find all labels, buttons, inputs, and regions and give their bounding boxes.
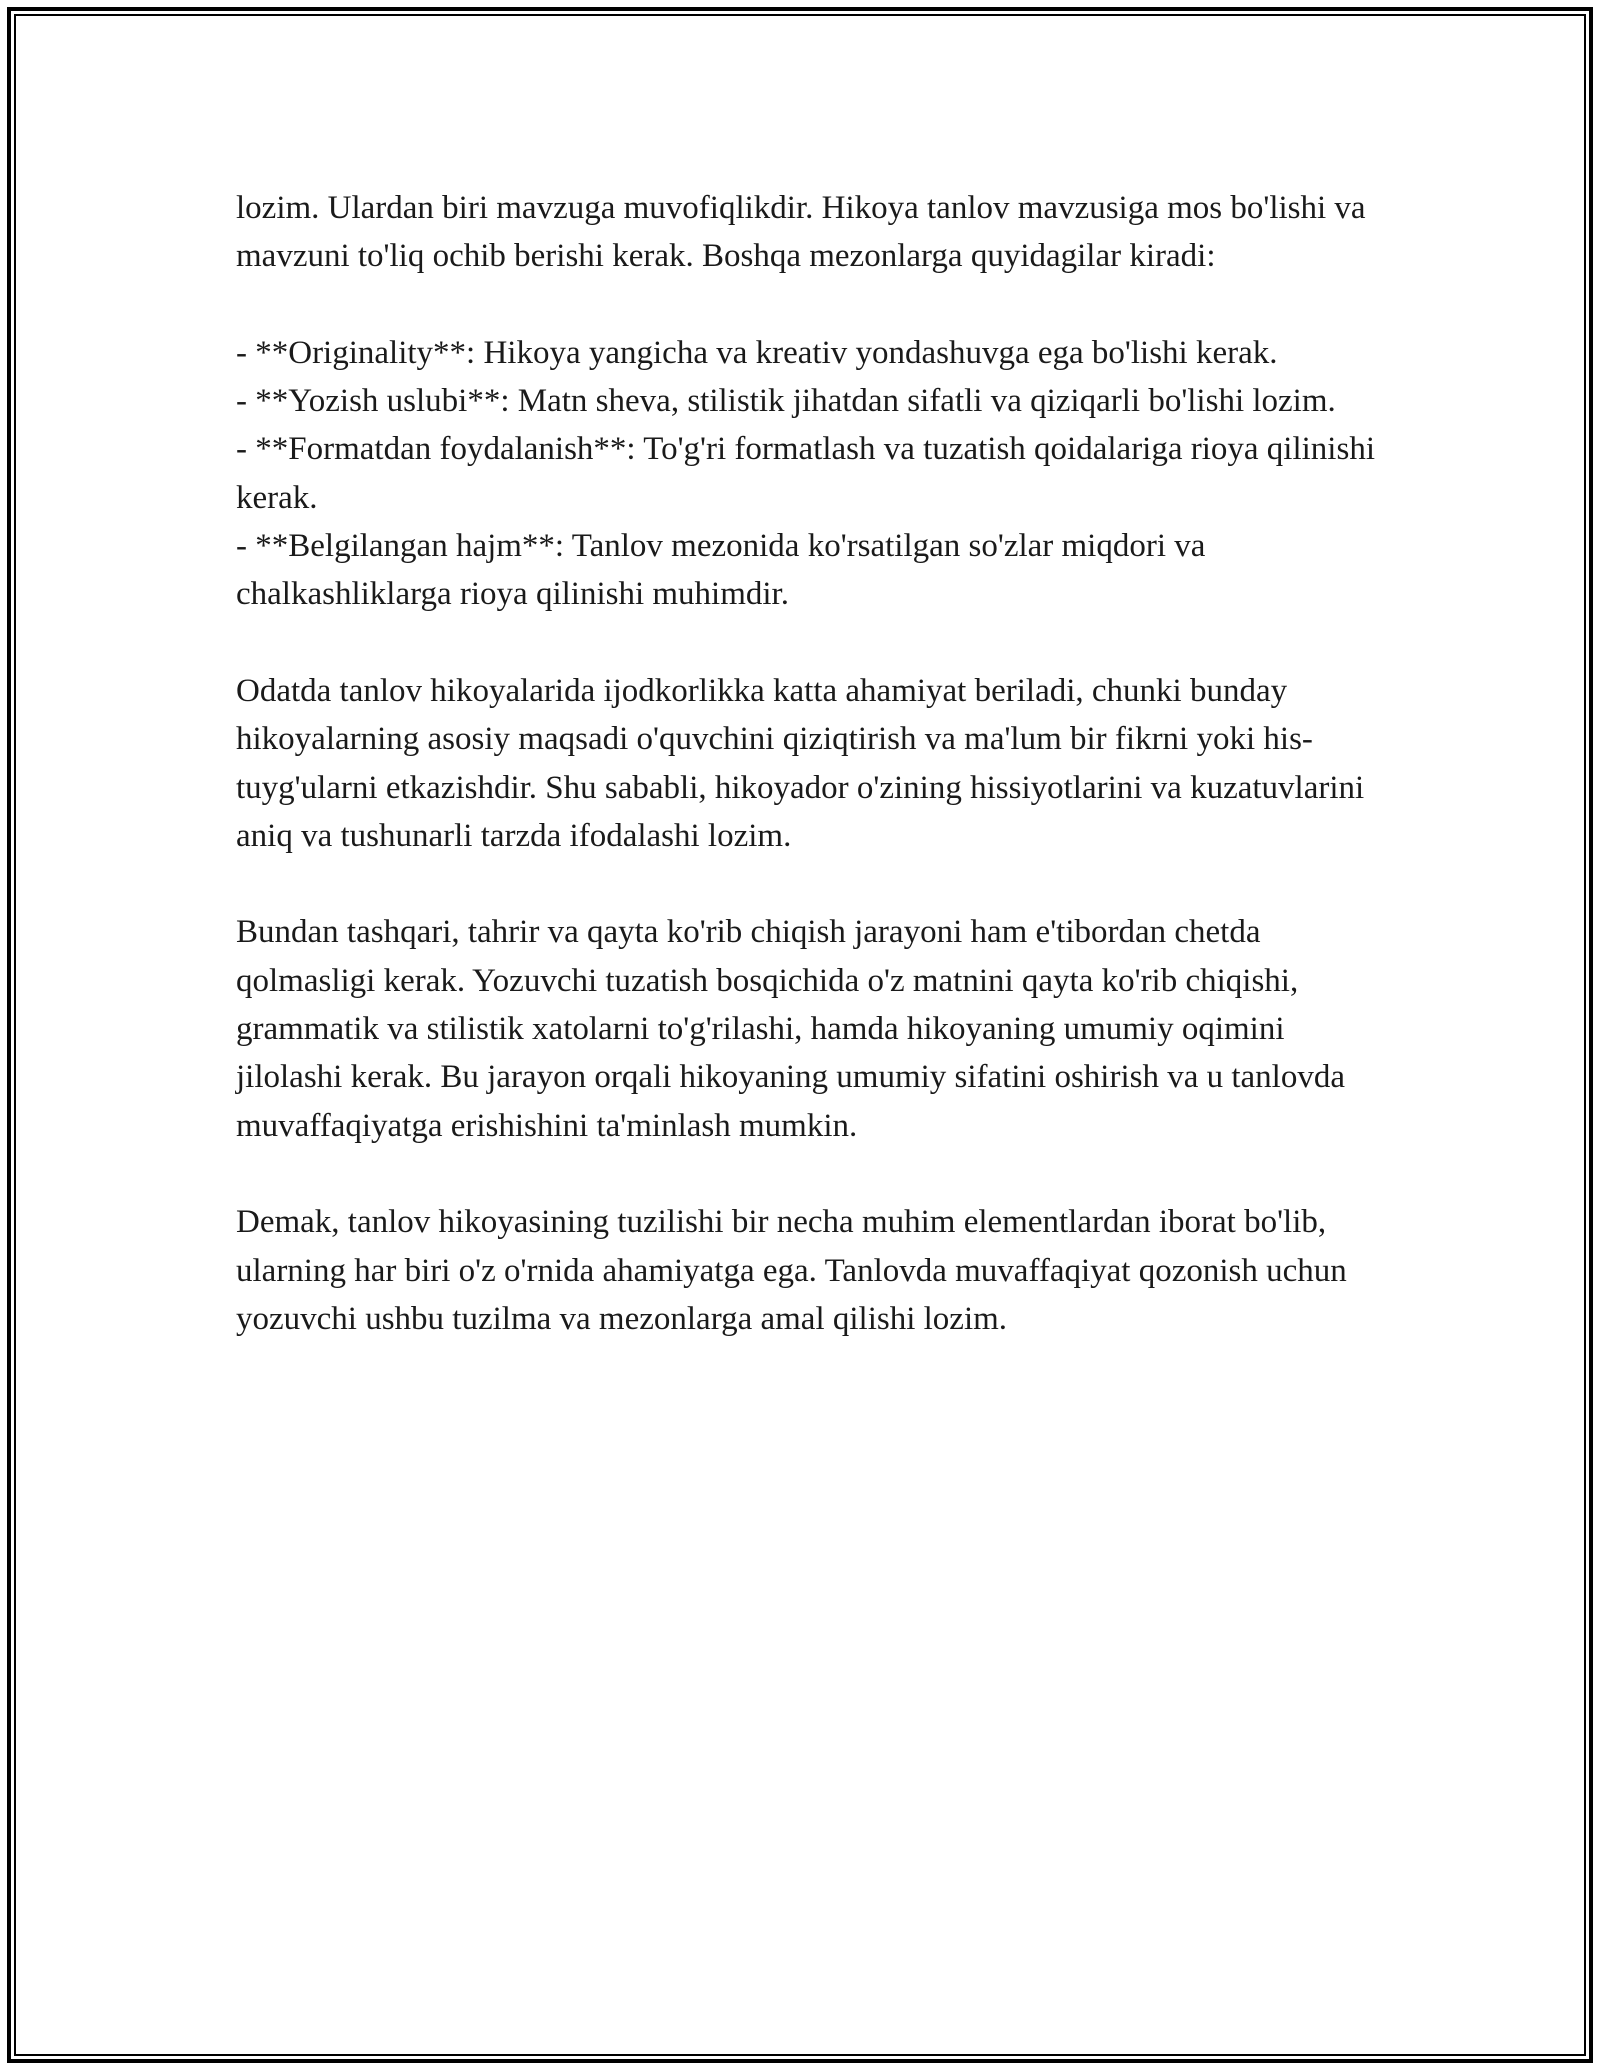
criteria-item-writing-style: - **Yozish uslubi**: Matn sheva, stilistik jihatdan sifatli va qiziqarli bo'lishi lozim.: [236, 383, 1336, 420]
body-paragraph-conclusion: Demak, tanlov hikoyasining tuzilishi bir necha muhim elementlardan iborat bo'lib, ularning har biri o'z o'rnida ahamiyatga ega. Tanlovda muvaffaqiyat qozonish uchun yozuvchi ushbu tuzilma va mezonlarga amal qilishi lozim.: [236, 1204, 1347, 1337]
body-paragraph-creativity: Odatda tanlov hikoyalarida ijodkorlikka katta ahamiyat beriladi, chunki bunday hikoyalarning asosiy maqsadi o'quvchini qiziqtirish va ma'lum bir fikrni yoki his-tuyg'ularni etkazishdir. Shu sababli, hikoyador o'zining hissiyotlarini va kuzatuvlarini aniq va tushunarli tarzda ifodalashi lozim.: [236, 672, 1365, 854]
criteria-item-volume: - **Belgilangan hajm**: Tanlov mezonida ko'rsatilgan so'zlar miqdori va chalkashliklarga rioya qilinishi muhimdir.: [236, 528, 1206, 613]
body-paragraph-editing: Bundan tashqari, tahrir va qayta ko'rib chiqish jarayoni ham e'tibordan chetda qolmasligi kerak. Yozuvchi tuzatish bosqichida o'z matnini qayta ko'rib chiqishi, grammatik va stilistik xatolarni to'g'rilashi, hamda hikoyaning umumiy oqimini jilolashi kerak. Bu jarayon orqali hikoyaning umumiy sifatini oshirish va u tanlovda muvaffaqiyatga erishishini ta'minlash mumkin.: [236, 914, 1345, 1144]
intro-paragraph: lozim. Ulardan biri mavzuga muvofiqlikdir. Hikoya tanlov mavzusiga mos bo'lishi va mavzuni to'liq ochib berishi kerak. Boshqa mezonlarga quyidagilar kiradi:: [236, 190, 1366, 275]
document-body: [236, 184, 1376, 1343]
criteria-list: [236, 329, 1376, 619]
criteria-item-originality: - **Originality**: Hikoya yangicha va kreativ yondashuvga ega bo'lishi kerak.: [236, 334, 1278, 371]
criteria-item-formatting: - **Formatdan foydalanish**: To'g'ri formatlash va tuzatish qoidalariga rioya qilinishi kerak.: [236, 431, 1375, 516]
